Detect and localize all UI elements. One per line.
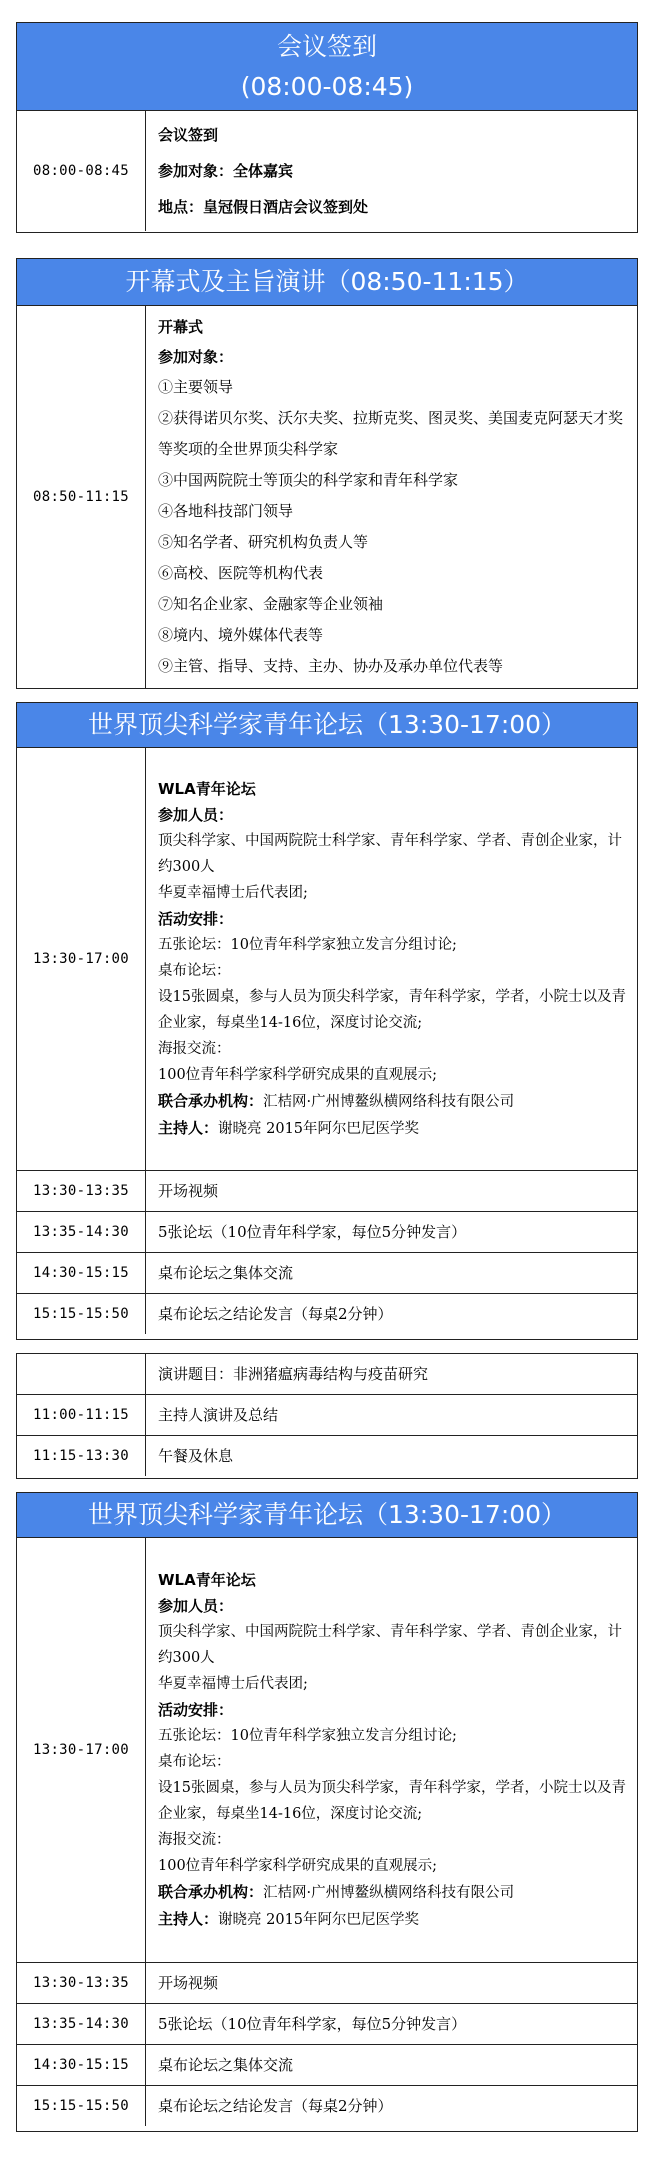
- desc-cell: 桌布论坛之集体交流: [146, 2045, 638, 2086]
- activities-label: 活动安排：: [158, 910, 234, 928]
- host-text: 谢晓亮 2015年阿尔巴尼医学奖: [218, 1121, 420, 1137]
- desc-cell: 演讲题目：非洲猪瘟病毒结构与疫苗研究: [146, 1354, 638, 1395]
- table-row: [17, 1963, 637, 2004]
- table-row: [17, 1436, 637, 1477]
- item-title: 开幕式: [158, 318, 204, 336]
- organizer-text: 汇桔网·广州博鳌纵横网络科技有限公司: [263, 1094, 515, 1110]
- organizer: [158, 1879, 627, 1906]
- activity-item: 海报交流：: [158, 1041, 231, 1057]
- opening-section: [16, 258, 638, 689]
- time-cell: 11:00-11:15: [17, 1395, 146, 1436]
- participants-label: 参加人员：: [158, 1597, 234, 1615]
- host-label: 主持人：: [158, 1910, 219, 1928]
- section-title: 世界顶尖科学家青年论坛（13:30-17:00）: [87, 710, 567, 739]
- organizer-label: 联合承办机构：: [158, 1092, 264, 1110]
- table-row: [17, 2004, 637, 2045]
- desc-cell: 5张论坛（10位青年科学家，每位5分钟发言）: [146, 2004, 638, 2045]
- time-cell: 14:30-15:15: [17, 1253, 146, 1294]
- youth-forum-header: [17, 703, 637, 748]
- list-item: ①主要领导: [158, 378, 234, 396]
- content-cell: [146, 1538, 638, 1963]
- participants-text: 华夏幸福博士后代表团;: [158, 1676, 308, 1692]
- host-label: 主持人：: [158, 1119, 219, 1137]
- list-item: ⑧境内、境外媒体代表等: [158, 626, 324, 644]
- time-cell: 11:15-13:30: [17, 1436, 146, 1477]
- table-row: [17, 2086, 637, 2127]
- table-row: [17, 1253, 637, 1294]
- list-item: ⑨主管、指导、支持、主办、协办及承办单位代表等: [158, 657, 504, 675]
- section-subtitle: (08:00-08:45): [240, 72, 414, 101]
- table-row: [17, 2045, 637, 2086]
- youth-forum-table: [17, 1538, 637, 2126]
- list-item: ⑦知名企业家、金融家等企业领袖: [158, 595, 384, 613]
- lecture-section: [16, 1353, 638, 1479]
- youth-forum-section: [16, 702, 638, 1340]
- list-item: ⑥高校、医院等机构代表: [158, 564, 324, 582]
- content-cell: [146, 748, 638, 1171]
- activity-item: 桌布论坛：: [158, 963, 231, 979]
- desc-cell: 开场视频: [146, 1171, 638, 1212]
- table-row: [17, 1538, 637, 1963]
- table-row: [17, 1212, 637, 1253]
- desc-cell: 5张论坛（10位青年科学家，每位5分钟发言）: [146, 1212, 638, 1253]
- lecture-table: [17, 1354, 637, 1476]
- activity-item: 100位青年科学家科学研究成果的直观展示;: [158, 1067, 438, 1083]
- participants-text: 华夏幸福博士后代表团;: [158, 885, 308, 901]
- desc-cell: 主持人演讲及总结: [146, 1395, 638, 1436]
- section-title: 会议签到: [276, 32, 377, 61]
- table-row: [17, 111, 637, 231]
- desc-cell: 午餐及休息: [146, 1436, 638, 1477]
- desc-cell: 桌布论坛之结论发言（每桌2分钟）: [146, 2086, 638, 2127]
- activities-label: 活动安排：: [158, 1701, 234, 1719]
- section-title: 世界顶尖科学家青年论坛（13:30-17:00）: [87, 1500, 567, 1529]
- list-item: ④各地科技部门领导: [158, 502, 294, 520]
- table-row: [17, 748, 637, 1171]
- opening-header: [17, 259, 637, 306]
- time-cell: 13:35-14:30: [17, 2004, 146, 2045]
- list-item: ⑤知名学者、研究机构负责人等: [158, 533, 369, 551]
- host: [158, 1115, 627, 1142]
- content-cell: [146, 306, 638, 688]
- time-cell: 13:30-17:00: [17, 1538, 146, 1963]
- attendees-label: 参加对象：: [158, 348, 234, 366]
- youth-forum-header: [17, 1493, 637, 1538]
- activity-item: 海报交流：: [158, 1832, 231, 1848]
- section-title: 开幕式及主旨演讲（08:50-11:15）: [125, 267, 529, 296]
- organizer-label: 联合承办机构：: [158, 1883, 264, 1901]
- participants-text: 顶尖科学家、中国两院院士科学家、青年科学家、学者、青创企业家，计约300人: [158, 1624, 622, 1666]
- time-cell: [17, 1354, 146, 1395]
- time-cell: 08:00-08:45: [17, 111, 146, 231]
- time-cell: 15:15-15:50: [17, 2086, 146, 2127]
- list-item: ②获得诺贝尔奖、沃尔夫奖、拉斯克奖、图灵奖、美国麦克阿瑟天才奖等奖项的全世界顶尖科学家: [158, 409, 624, 458]
- table-row: [17, 1395, 637, 1436]
- item-location: 地点：皇冠假日酒店会议签到处: [158, 198, 369, 216]
- desc-cell: 桌布论坛之集体交流: [146, 1253, 638, 1294]
- desc-cell: 桌布论坛之结论发言（每桌2分钟）: [146, 1294, 638, 1335]
- item-title: 会议签到: [158, 126, 219, 144]
- participants-label: 参加人员：: [158, 806, 234, 824]
- host-text: 谢晓亮 2015年阿尔巴尼医学奖: [218, 1912, 420, 1928]
- content-cell: [146, 111, 638, 231]
- forum-name: WLA青年论坛: [158, 1571, 256, 1589]
- time-cell: 13:30-17:00: [17, 748, 146, 1171]
- youth-forum-section-2: [16, 1492, 638, 2132]
- time-cell: 15:15-15:50: [17, 1294, 146, 1335]
- activity-item: 桌布论坛：: [158, 1754, 231, 1770]
- table-row: [17, 1294, 637, 1335]
- organizer-text: 汇桔网·广州博鳌纵横网络科技有限公司: [263, 1885, 515, 1901]
- table-row: [17, 1354, 637, 1395]
- youth-forum-table: [17, 748, 637, 1334]
- forum-name: WLA青年论坛: [158, 780, 256, 798]
- activity-item: 100位青年科学家科学研究成果的直观展示;: [158, 1858, 438, 1874]
- activity-item: 设15张圆桌，参与人员为顶尖科学家，青年科学家，学者，小院士以及青企业家，每桌坐14-16位，深度讨论交流;: [158, 1780, 626, 1822]
- participants-text: 顶尖科学家、中国两院院士科学家、青年科学家、学者、青创企业家，计约300人: [158, 833, 622, 875]
- activity-item: 五张论坛：10位青年科学家独立发言分组讨论;: [158, 937, 457, 953]
- organizer: [158, 1088, 627, 1115]
- list-item: ③中国两院院士等顶尖的科学家和青年科学家: [158, 471, 459, 489]
- signin-section: [16, 22, 638, 233]
- signin-table: [17, 111, 637, 231]
- time-cell: 08:50-11:15: [17, 306, 146, 688]
- time-cell: 13:35-14:30: [17, 1212, 146, 1253]
- activity-item: 设15张圆桌，参与人员为顶尖科学家，青年科学家，学者，小院士以及青企业家，每桌坐14-16位，深度讨论交流;: [158, 989, 626, 1031]
- activity-item: 五张论坛：10位青年科学家独立发言分组讨论;: [158, 1728, 457, 1744]
- desc-cell: 开场视频: [146, 1963, 638, 2004]
- time-cell: 13:30-13:35: [17, 1171, 146, 1212]
- signin-header: [17, 23, 637, 111]
- host: [158, 1906, 627, 1933]
- item-attendees: 参加对象：全体嘉宾: [158, 162, 294, 180]
- table-row: [17, 306, 637, 688]
- time-cell: 13:30-13:35: [17, 1963, 146, 2004]
- table-row: [17, 1171, 637, 1212]
- time-cell: 14:30-15:15: [17, 2045, 146, 2086]
- opening-table: [17, 306, 637, 688]
